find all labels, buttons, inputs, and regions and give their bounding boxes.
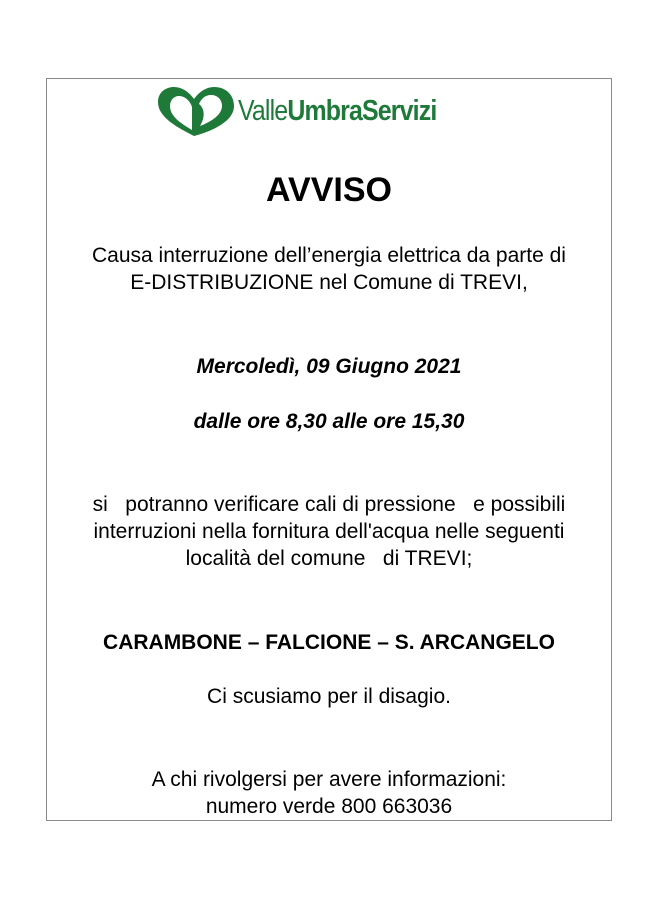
- notice-title: AVVISO: [266, 171, 392, 209]
- valle-umbra-servizi-logo: [156, 86, 506, 138]
- outage-time: dalle ore 8,30 alle ore 15,30: [193, 410, 465, 433]
- affected-localities: CARAMBONE – FALCIONE – S. ARCANGELO: [103, 631, 555, 654]
- outage-date: Mercoledì, 09 Giugno 2021: [196, 355, 462, 378]
- effect-line-1: si potranno verificare cali di pressione e possibili: [92, 493, 566, 516]
- effect-line-3: località del comune di TREVI;: [185, 547, 473, 570]
- effect-line-2: interruzioni nella fornitura dell'acqua nelle seguenti: [93, 520, 565, 543]
- intro-line-1: Causa interruzione dell’energia elettrica da parte di: [92, 244, 566, 267]
- contact-phone: numero verde 800 663036: [205, 795, 453, 818]
- heart-logo-icon: [156, 86, 236, 138]
- contact-line-1: A chi rivolgersi per avere informazioni:: [151, 768, 507, 791]
- intro-line-2: E-DISTRIBUZIONE nel Comune di TREVI,: [130, 271, 528, 294]
- apology-text: Ci scusiamo per il disagio.: [207, 685, 451, 708]
- logo-wordmark: ValleUmbraServizi: [238, 95, 437, 127]
